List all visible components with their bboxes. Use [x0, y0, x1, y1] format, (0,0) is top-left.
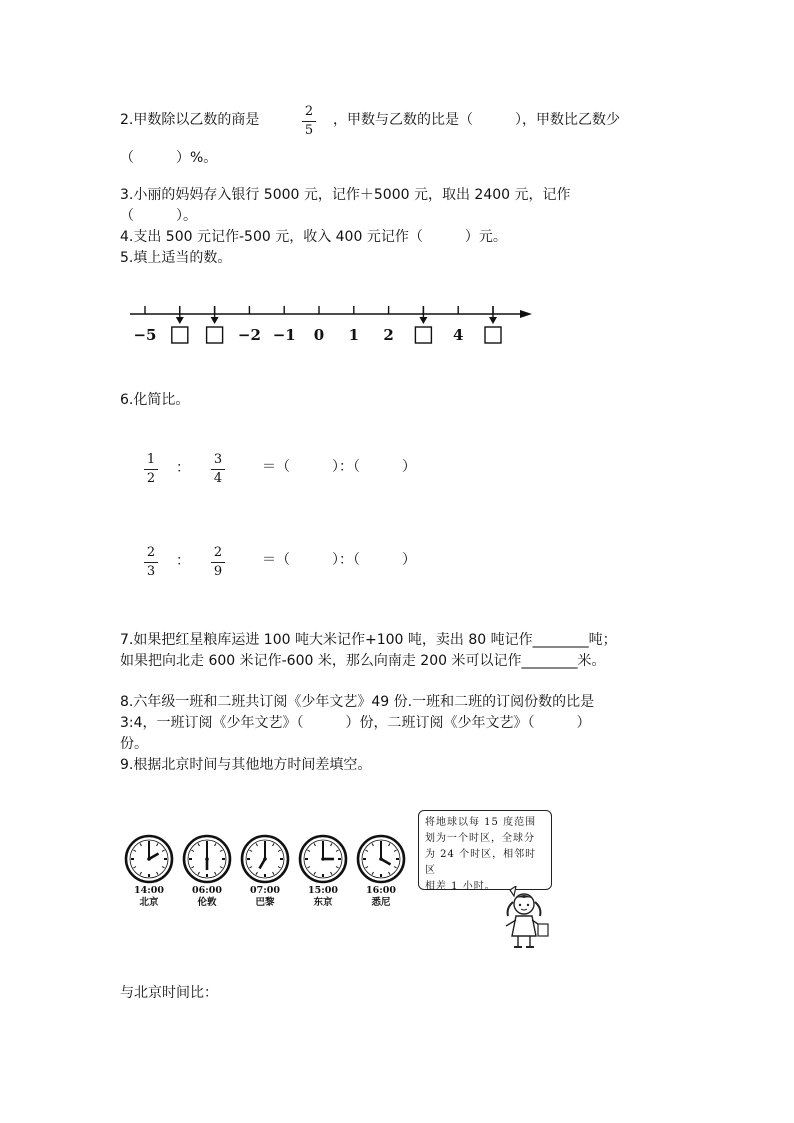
tick-label: −2	[237, 326, 261, 344]
arrow-head-icon	[520, 310, 532, 318]
q2-text-a: 2.甲数除以乙数的商是	[120, 112, 260, 128]
bubble-line: 相差 1 小时。	[425, 881, 496, 892]
q6-r2-answer: ＝（ ）：（ ）	[262, 552, 416, 568]
clock-icon	[126, 836, 172, 882]
q2-text-b: ，甲数与乙数的比是（ ），甲数比乙数少	[333, 112, 620, 128]
q9-compare-label: 与北京时间比：	[120, 985, 218, 1001]
clock-icon	[242, 836, 288, 882]
clock-city: 悉尼	[371, 897, 391, 908]
fraction-denominator: 4	[213, 471, 223, 486]
q9-line1: 9.根据北京时间与其他地方时间差填空。	[120, 757, 372, 773]
answer-box	[207, 327, 223, 343]
q3-line1: 3.小丽的妈妈存入银行 5000 元，记作＋5000 元，取出 2400 元，记作	[120, 187, 571, 203]
clock-city: 巴黎	[255, 897, 275, 908]
q4-line1: 4.支出 500 元记作-500 元，收入 400 元记作（ ）元。	[120, 229, 507, 245]
q7-line1: 7.如果把红星粮库运进 100 吨大米记作+100 吨，卖出 80 吨记作________吨；	[120, 632, 617, 648]
down-arrow-icon	[211, 317, 219, 324]
fraction-numerator: 2	[213, 545, 223, 560]
fraction-denominator: 9	[213, 564, 223, 579]
world-clocks-figure	[118, 828, 418, 914]
q3-line2: （ ）。	[120, 208, 197, 224]
number-line	[120, 296, 540, 350]
clock-city: 东京	[313, 897, 333, 908]
clock-time: 16:00	[366, 885, 396, 896]
tick-label: 1	[348, 326, 360, 344]
clock-icon	[300, 836, 346, 882]
clock-time: 15:00	[308, 885, 338, 896]
q6-r2-frac-a	[144, 545, 158, 580]
q6-r1-frac-a	[144, 452, 158, 487]
q6-line1: 6.化简比。	[120, 392, 190, 408]
q5-line1: 5.填上适当的数。	[120, 250, 232, 266]
fraction-numerator: 1	[146, 452, 156, 467]
answer-box	[485, 327, 501, 343]
down-arrow-icon	[176, 317, 184, 324]
girl-illustration-icon	[496, 886, 558, 952]
bubble-line: 划为一个时区，全球分	[425, 833, 535, 844]
down-arrow-icon	[419, 317, 427, 324]
bubble-line: 为 24 个时区，相邻时区	[425, 849, 537, 876]
answer-box	[172, 327, 188, 343]
fraction-numerator: 2	[146, 545, 156, 560]
clock-time: 06:00	[192, 885, 222, 896]
tick-label: 0	[313, 326, 325, 344]
tick-label: −5	[133, 326, 157, 344]
fraction-denominator: 2	[146, 471, 156, 486]
q6-r2-frac-b	[211, 545, 225, 580]
q2-fraction	[302, 104, 316, 139]
q8-line1: 8.六年级一班和二班共订阅《少年文艺》49 份.一班和二班的订阅份数的比是	[120, 694, 595, 710]
fraction-numerator: 3	[213, 452, 223, 467]
tick-label: 2	[383, 326, 394, 344]
q6-r1-answer: ＝（ ）：（ ）	[262, 459, 416, 475]
fraction-denominator: 3	[146, 564, 156, 579]
clock-city: 北京	[139, 897, 159, 908]
fraction-denominator: 5	[304, 123, 314, 138]
q8-line3: 份。	[120, 736, 148, 752]
q2-line2: （ ）%。	[120, 150, 218, 166]
clock-time: 07:00	[250, 885, 280, 896]
tick-label: −1	[272, 326, 296, 344]
clock-icon	[184, 836, 230, 882]
fraction-numerator: 2	[304, 104, 314, 119]
clock-time: 14:00	[134, 885, 164, 896]
q6-r1-frac-b	[211, 452, 225, 487]
ratio-colon: ：	[176, 553, 190, 569]
answer-box	[415, 327, 431, 343]
speech-bubble	[418, 810, 552, 890]
tick-label: 4	[452, 326, 464, 344]
q8-line2: 3:4，一班订阅《少年文艺》（ ）份，二班订阅《少年文艺》（ ）	[120, 715, 591, 731]
down-arrow-icon	[489, 317, 497, 324]
clock-city: 伦敦	[197, 897, 217, 908]
bubble-line: 将地球以每 15 度范围	[425, 817, 537, 828]
clock-icon	[358, 836, 404, 882]
ratio-colon: ：	[176, 460, 190, 476]
q7-line2: 如果把向北走 600 米记作-600 米，那么向南走 200 米可以记作________米。	[120, 653, 606, 669]
